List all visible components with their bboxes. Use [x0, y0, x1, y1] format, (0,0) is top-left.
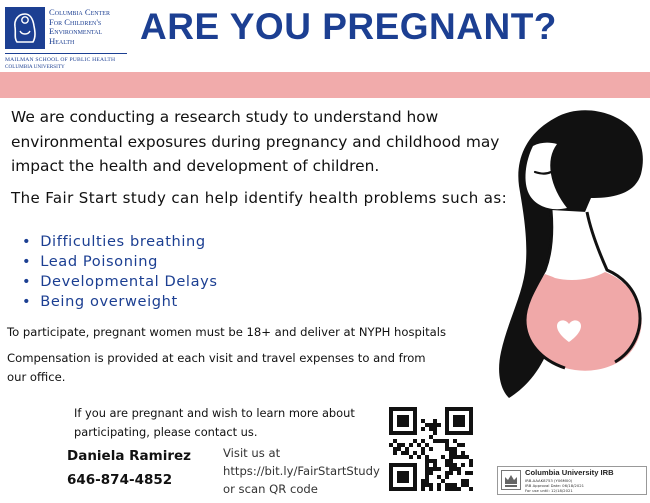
logo-line-4: Health	[49, 35, 75, 46]
qr-code-icon[interactable]	[389, 407, 473, 491]
visit-link-text[interactable]: Visit us at https://bit.ly/FairStartStudy or scan QR code	[223, 446, 380, 496]
list-item: • Difficulties breathing	[22, 233, 206, 250]
contact-message: If you are pregnant and wish to learn more about participating, please contact us.	[74, 406, 355, 439]
contact-name: Daniela Ramirez	[67, 448, 192, 464]
logo-university: COLUMBIA UNIVERSITY	[5, 64, 65, 70]
bullet-icon: •	[22, 293, 32, 310]
logo-text	[49, 8, 139, 46]
intro-paragraph: We are conducting a research study to understand how environmental exposures during pregnancy and childhood may impact the health and development of children.	[11, 108, 500, 175]
pregnant-woman-icon	[495, 102, 645, 400]
compensation-text: Compensation is provided at each visit and travel expenses to and from our office.	[7, 351, 426, 384]
logo-line-3: Environmental	[49, 26, 103, 37]
bullet-icon: •	[22, 233, 32, 250]
qr-code-graphic	[389, 407, 473, 491]
list-item: • Developmental Delays	[22, 273, 218, 290]
eligibility-text: To participate, pregnant women must be 18+ and deliver at NYPH hospitals	[7, 325, 447, 339]
mother-child-logo-icon	[5, 7, 45, 49]
contact-phone[interactable]: 646-874-4852	[67, 472, 173, 488]
list-item: • Being overweight	[22, 293, 178, 310]
bullet-icon: •	[22, 253, 32, 270]
bullet-icon: •	[22, 273, 32, 290]
pregnant-woman-illustration	[495, 102, 645, 400]
page-title: ARE YOU PREGNANT?	[140, 6, 557, 47]
logo-emblem	[5, 7, 45, 49]
irb-title: Columbia University IRB	[525, 468, 614, 477]
header-band	[0, 72, 650, 98]
health-problems-list	[22, 232, 218, 312]
logo-line-2: For Children's	[49, 16, 102, 27]
crown-icon	[501, 470, 521, 490]
logo-school: MAILMAN SCHOOL OF PUBLIC HEALTH	[5, 57, 116, 63]
irb-line-3: For use until: 12/18/2021	[525, 488, 573, 493]
lead-paragraph: The Fair Start study can help identify health problems such as:	[11, 189, 508, 207]
irb-line-2: IRB Approval Date: 06/18/2021	[525, 483, 585, 488]
list-item: • Lead Poisoning	[22, 253, 158, 270]
irb-stamp	[497, 466, 647, 495]
logo-line-1: Columbia Center	[49, 7, 110, 17]
logo-divider	[5, 53, 127, 54]
irb-line-1: IRB-AAAK8753 (Y06M00)	[525, 478, 573, 483]
